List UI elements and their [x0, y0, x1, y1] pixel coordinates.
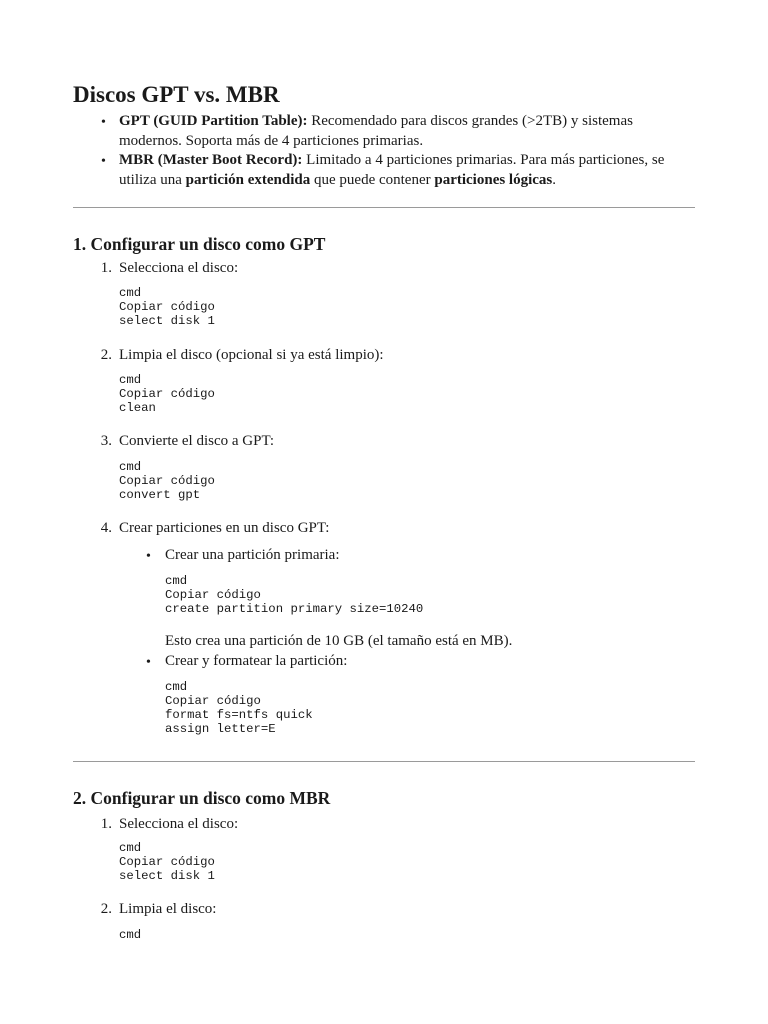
section-2-heading: 2. Configurar un disco como MBR: [73, 788, 331, 808]
code-line: format fs=ntfs quick: [165, 708, 313, 722]
s1-step-3-text: Convierte el disco a GPT:: [119, 433, 275, 449]
copy-code-button[interactable]: Copiar código: [119, 474, 215, 488]
intro-mbr-line2: [119, 171, 556, 191]
s1-step-1-text: Selecciona el disco:: [119, 260, 239, 276]
extended-partition-term: partición extendida: [185, 171, 311, 188]
code-lang-label: cmd: [119, 460, 142, 474]
code-lang-label: cmd: [165, 574, 188, 588]
code-line: select disk 1: [119, 314, 215, 328]
mbr-desc-2e: .: [552, 171, 557, 188]
code-line: select disk 1: [119, 869, 215, 883]
section-1-heading: 1. Configurar un disco como GPT: [73, 234, 326, 254]
code-line: create partition primary size=10240: [165, 602, 424, 616]
logical-partitions-term: particiones lógicas: [434, 171, 553, 188]
bullet-gpt: •: [101, 115, 106, 130]
sub-bullet-2: •: [146, 655, 151, 670]
s1-sub-1-note: Esto crea una partición de 10 GB (el tamaño está en MB).: [165, 633, 513, 649]
copy-code-button[interactable]: Copiar código: [119, 300, 215, 314]
s2-step-1-number: 1.: [100, 816, 112, 832]
intro-gpt-line1: [119, 112, 633, 132]
code-lang-label: cmd: [119, 286, 142, 300]
code-lang-label: cmd: [119, 928, 142, 942]
code-lang-label: cmd: [119, 841, 142, 855]
s1-sub-2-text: Crear y formatear la partición:: [165, 653, 348, 669]
copy-code-button[interactable]: Copiar código: [119, 387, 215, 401]
code-line: assign letter=E: [165, 722, 276, 736]
s1-step-2-text: Limpia el disco (opcional si ya está limpio):: [119, 347, 384, 363]
s1-code-block-4: [165, 574, 423, 616]
s2-code-block-1: [119, 841, 215, 883]
s1-step-4-text: Crear particiones en un disco GPT:: [119, 520, 330, 536]
code-line: convert gpt: [119, 488, 201, 502]
s1-code-block-1: [119, 286, 215, 328]
divider-1: [73, 207, 695, 208]
s2-code-block-2: [119, 928, 141, 942]
copy-code-button[interactable]: Copiar código: [165, 588, 261, 602]
intro-gpt-line2: modernos. Soporta más de 4 particiones primarias.: [119, 132, 424, 149]
gpt-desc-1: Recomendado para discos grandes (>2TB) y sistemas: [307, 113, 633, 129]
s2-step-2-text: Limpia el disco:: [119, 901, 217, 917]
code-lang-label: cmd: [119, 373, 142, 387]
s1-step-3-number: 3.: [100, 433, 112, 449]
s1-step-2-number: 2.: [100, 347, 112, 363]
gpt-label: GPT (GUID Partition Table):: [119, 113, 308, 129]
mbr-desc-2c: que puede contener: [310, 171, 435, 188]
page-title: Discos GPT vs. MBR: [73, 82, 280, 107]
bullet-mbr: •: [101, 154, 106, 169]
mbr-desc-2a: utiliza una: [119, 171, 186, 188]
s1-code-block-3: [119, 460, 215, 502]
copy-code-button[interactable]: Copiar código: [165, 694, 261, 708]
code-line: clean: [119, 401, 156, 415]
s1-code-block-5: [165, 680, 313, 736]
copy-code-button[interactable]: Copiar código: [119, 855, 215, 869]
s1-step-4-number: 4.: [100, 520, 112, 536]
s1-step-1-number: 1.: [100, 260, 112, 276]
s2-step-2-number: 2.: [100, 901, 112, 917]
s1-code-block-2: [119, 373, 215, 415]
divider-2: [73, 761, 695, 762]
mbr-desc-1: Limitado a 4 particiones primarias. Para más particiones, se: [302, 152, 665, 168]
s2-step-1-text: Selecciona el disco:: [119, 816, 239, 832]
mbr-label: MBR (Master Boot Record):: [119, 152, 303, 168]
s1-sub-1-text: Crear una partición primaria:: [165, 547, 340, 563]
intro-mbr-line1: [119, 151, 664, 171]
sub-bullet-1: •: [146, 549, 151, 564]
code-lang-label: cmd: [165, 680, 188, 694]
